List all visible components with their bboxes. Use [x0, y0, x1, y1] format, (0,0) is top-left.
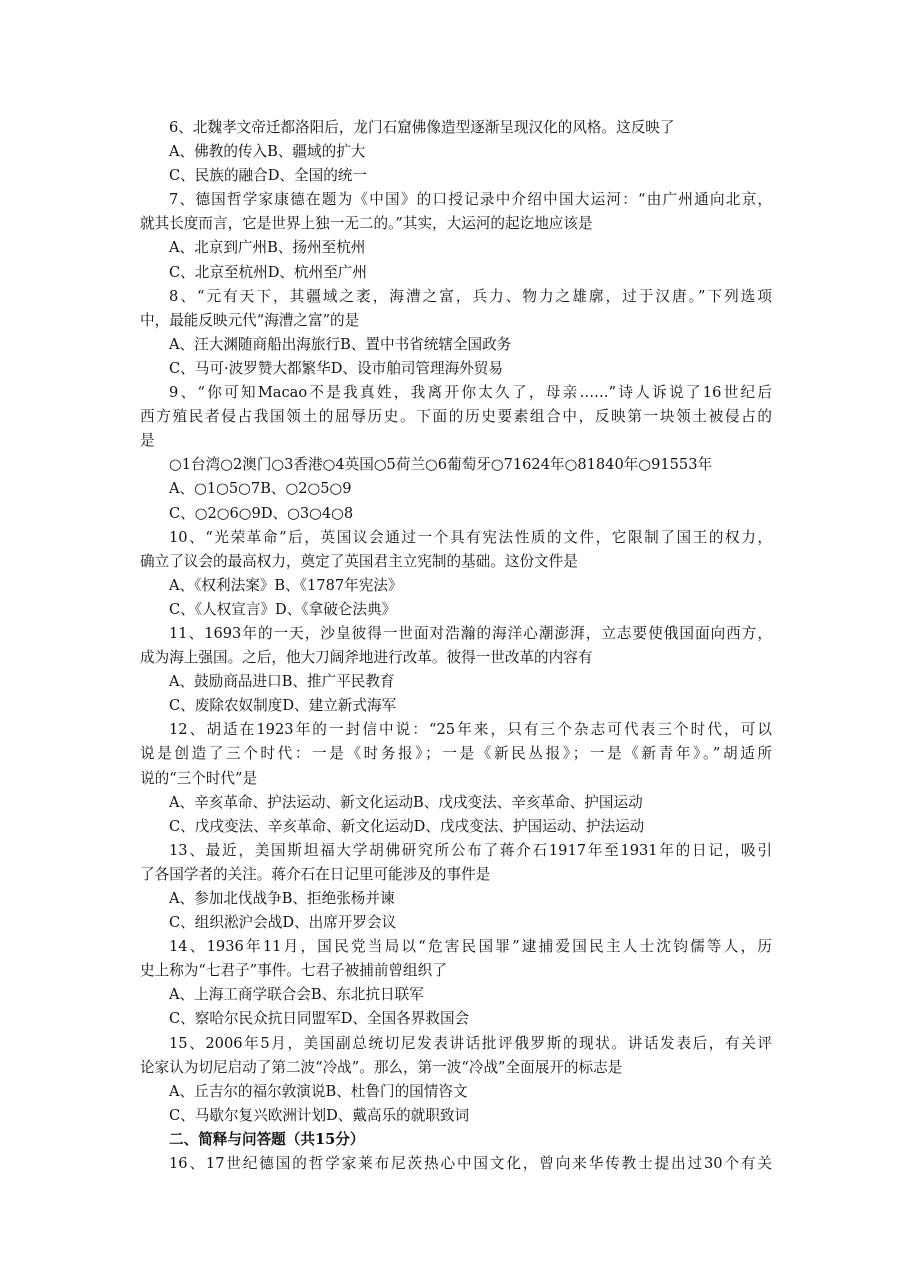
text-line: 8、“元有天下，其疆域之袤，海漕之富，兵力、物力之雄廓，过于汉唐。”下列选项 — [169, 287, 772, 305]
text-line: 就其长度而言，它是世界上独一无二的。”其实，大运河的起讫地应该是 — [140, 215, 593, 233]
text-line: C、马歇尔复兴欧洲计划D、戴高乐的就职致词 — [169, 1106, 470, 1124]
text-line: C、○2○6○9D、○3○4○8 — [169, 504, 354, 522]
text-line: 15、2006年5月，美国副总统切尼发表讲话批评俄罗斯的现状。讲话发表后，有关评 — [169, 1034, 772, 1052]
exam-text-body — [140, 116, 772, 1176]
text-line: A、北京到广州B、扬州至杭州 — [169, 239, 366, 257]
text-line: 7、德国哲学家康德在题为《中国》的口授记录中介绍中国大运河：“由广州通向北京， — [169, 191, 772, 209]
text-line: 11、1693年的一天，沙皇彼得一世面对浩瀚的海洋心潮澎湃，立志要使俄国面向西方， — [169, 624, 772, 642]
text-line: 西方殖民者侵占我国领土的屈辱历史。下面的历史要素组合中，反映第一块领土被侵占的 — [140, 408, 772, 426]
text-line: 14、1936年11月，国民党当局以“危害民国罪”逮捕爱国民主人士沈钧儒等人，历 — [169, 938, 772, 956]
text-line: C、组织淞沪会战D、出席开罗会议 — [169, 914, 397, 932]
text-line: 史上称为“七君子”事件。七君子被捕前曾组织了 — [140, 962, 447, 980]
text-line: 6、北魏孝文帝迁都洛阳后，龙门石窟佛像造型逐渐呈现汉化的风格。这反映了 — [169, 119, 675, 136]
text-line: A、参加北伐战争B、拒绝张杨并谏 — [169, 890, 395, 907]
text-line: C、《人权宣言》D、《拿破仑法典》 — [169, 600, 397, 618]
text-line: A、鼓励商品进口B、推广平民教育 — [169, 673, 395, 691]
text-line: 9、“你可知Macao不是我真姓，我离开你太久了，母亲……”诗人诉说了16世纪后 — [169, 384, 772, 402]
text-line: 说的“三个时代”是 — [140, 769, 258, 787]
text-line: 12、胡适在1923年的一封信中说：“25年来，只有三个杂志可代表三个时代，可以 — [169, 721, 772, 739]
text-line: C、北京至杭州D、杭州至广州 — [169, 263, 367, 281]
text-line: A、《权利法案》B、《1787年宪法》 — [169, 576, 403, 594]
text-line: 16、17世纪德国的哲学家莱布尼茨热心中国文化，曾向来华传教士提出过30个有关 — [169, 1155, 772, 1173]
text-line: C、马可·波罗赞大都繁华D、设市舶司管理海外贸易 — [169, 359, 503, 377]
text-line: C、废除农奴制度D、建立新式海军 — [169, 697, 397, 715]
text-line: 成为海上强国。之后，他大刀阔斧地进行改革。彼得一世改革的内容有 — [140, 649, 593, 667]
text-line: 中，最能反映元代“海漕之富”的是 — [140, 311, 360, 329]
text-line: A、○1○5○7B、○2○5○9 — [169, 480, 352, 498]
text-line: ○1台湾○2澳门○3香港○4英国○5荷兰○6葡萄牙○71624年○81840年○91553年 — [169, 456, 713, 474]
text-line: C、民族的融合D、全国的统一 — [169, 167, 367, 185]
text-line: A、汪大渊随商船出海旅行B、置中书省统辖全国政务 — [169, 335, 512, 353]
text-line: 10、“光荣革命”后，英国议会通过一个具有宪法性质的文件，它限制了国王的权力， — [169, 528, 772, 546]
text-line: A、佛教的传入B、疆域的扩大 — [169, 143, 366, 161]
text-line: 13、最近，美国斯坦福大学胡佛研究所公布了蒋介石1917年至1931年的日记，吸引 — [169, 841, 772, 859]
text-line: 说是创造了三个时代：一是《时务报》；一是《新民丛报》；一是《新青年》。”胡适所 — [140, 745, 772, 763]
text-line: 了各国学者的关注。蒋介石在日记里可能涉及的事件是 — [140, 865, 491, 883]
text-line: C、戊戌变法、辛亥革命、新文化运动D、戊戌变法、护国运动、护法运动 — [169, 817, 645, 835]
text-line: A、丘吉尔的福尔敦演说B、杜鲁门的国情咨文 — [169, 1082, 468, 1100]
text-line: 是 — [140, 432, 155, 450]
section-heading: 二、简释与问答题（共15分） — [169, 1130, 365, 1148]
text-line: A、上海工商学联合会B、东北抗日联军 — [169, 986, 424, 1004]
text-line: A、辛亥革命、护法运动、新文化运动B、戊戌变法、辛亥革命、护国运动 — [169, 793, 643, 811]
text-line: 论家认为切尼启动了第二波“冷战”。那么，第一波“冷战”全面展开的标志是 — [140, 1058, 623, 1076]
text-line: C、察哈尔民众抗日同盟军D、全国各界救国会 — [169, 1010, 470, 1028]
text-line: 确立了议会的最高权力，奠定了英国君主立宪制的基础。这份文件是 — [140, 552, 578, 570]
